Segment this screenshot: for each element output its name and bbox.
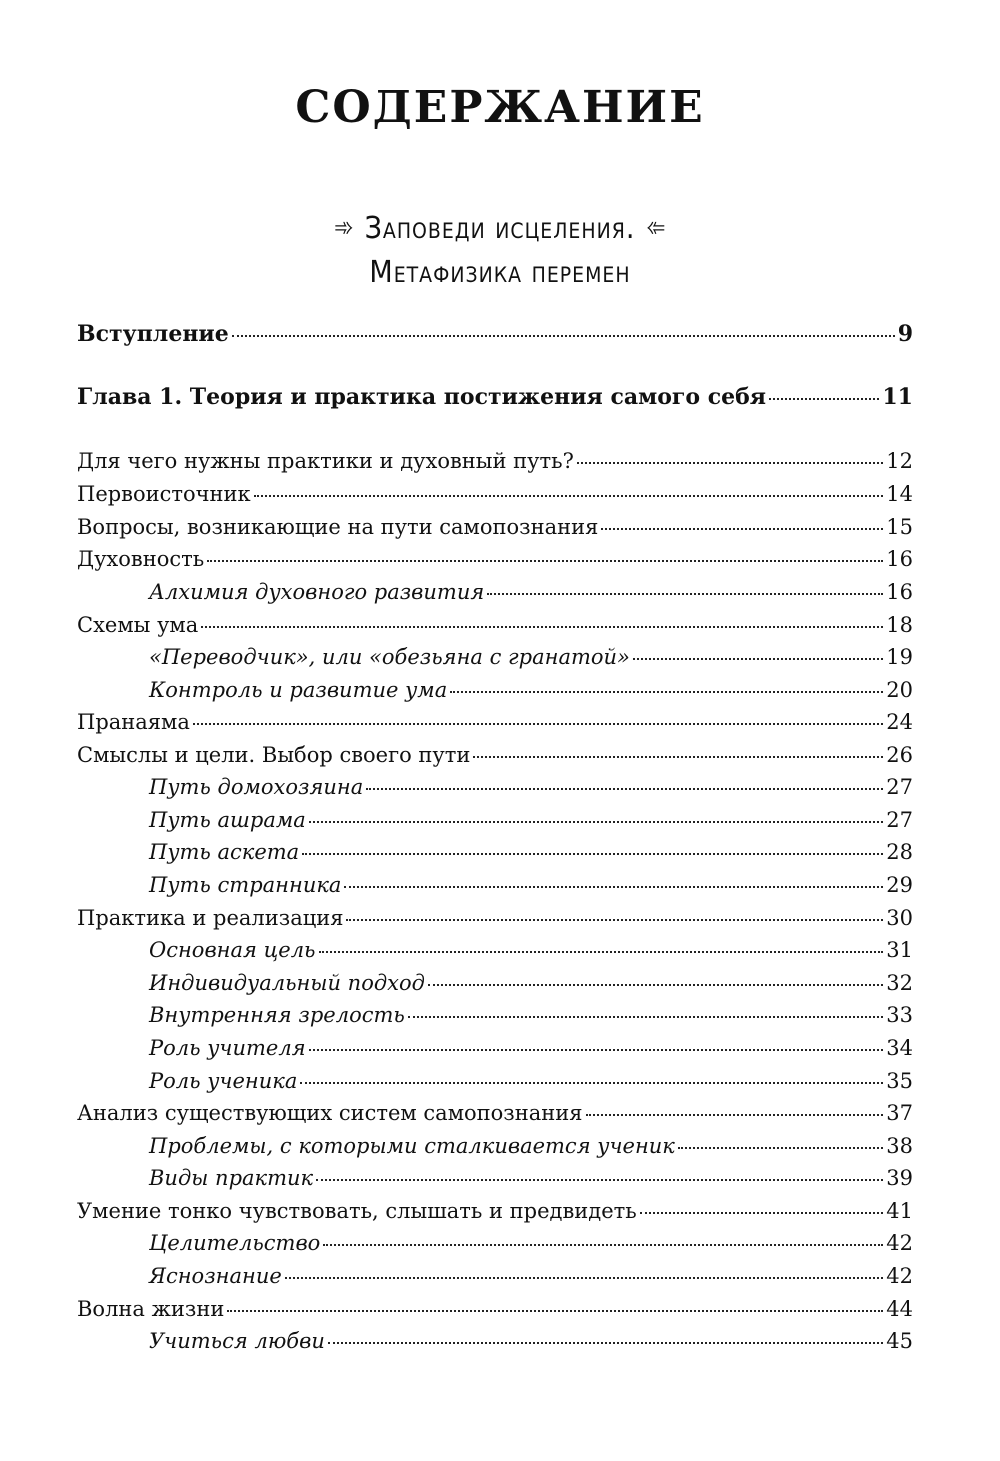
toc-entry[interactable] bbox=[77, 543, 913, 575]
toc-entry-page-number: 26 bbox=[886, 743, 913, 767]
part-heading-line-2: Метафизика перемен bbox=[369, 255, 631, 290]
dot-leader bbox=[309, 1049, 884, 1051]
toc-entry[interactable] bbox=[149, 967, 913, 999]
toc-entry[interactable] bbox=[149, 576, 913, 608]
toc-entry[interactable] bbox=[149, 674, 913, 706]
toc-entry[interactable] bbox=[77, 445, 913, 477]
toc-entry-title: Роль ученика bbox=[149, 1069, 298, 1093]
toc-entry-title: Основная цель bbox=[149, 938, 316, 962]
toc-entry-page-number: 20 bbox=[886, 678, 913, 702]
toc-entry-title: Виды практик bbox=[149, 1166, 314, 1190]
toc-entry[interactable] bbox=[149, 1162, 913, 1194]
toc-entry[interactable] bbox=[149, 771, 913, 803]
toc-entry-page-number: 30 bbox=[886, 906, 913, 930]
toc-entry-page-number: 11 bbox=[882, 384, 913, 410]
dot-leader bbox=[302, 853, 883, 855]
toc-entry-page-number: 34 bbox=[886, 1036, 913, 1060]
dot-leader bbox=[450, 691, 883, 693]
toc-entry[interactable] bbox=[77, 902, 913, 934]
toc-entry[interactable] bbox=[149, 1130, 913, 1162]
toc-entry[interactable] bbox=[77, 1195, 913, 1227]
page-title: СОДЕРЖАНИЕ bbox=[295, 82, 705, 133]
toc-entry[interactable] bbox=[77, 1097, 913, 1129]
toc-entry-title: Яснознание bbox=[149, 1264, 282, 1288]
toc-entry-title: Проблемы, с которыми сталкивается ученик bbox=[149, 1134, 675, 1158]
dot-leader bbox=[285, 1277, 883, 1279]
toc-entry-title: Духовность bbox=[77, 547, 205, 571]
toc-entry-title: Смыслы и цели. Выбор своего пути bbox=[77, 743, 471, 767]
toc-entry[interactable] bbox=[149, 1032, 913, 1064]
toc-entry[interactable] bbox=[149, 804, 913, 836]
toc-entry-title: Первоисточник bbox=[77, 482, 251, 506]
toc-entry-title: Алхимия духовного развития bbox=[149, 580, 485, 604]
toc-entry-page-number: 12 bbox=[886, 449, 913, 473]
dot-leader bbox=[601, 528, 883, 530]
toc-entry[interactable] bbox=[77, 318, 913, 350]
left-ornament-icon: ➾ bbox=[334, 213, 355, 243]
dot-leader bbox=[586, 1114, 884, 1116]
toc-entry-page-number: 38 bbox=[886, 1134, 913, 1158]
dot-leader bbox=[678, 1147, 883, 1149]
toc-entry-title: Практика и реализация bbox=[77, 906, 344, 930]
dot-leader bbox=[640, 1212, 884, 1214]
toc-entry-page-number: 27 bbox=[886, 775, 913, 799]
toc-entry-page-number: 15 bbox=[886, 515, 913, 539]
toc-entry[interactable] bbox=[149, 869, 913, 901]
toc-entry-title: Вопросы, возникающие на пути самопознания bbox=[77, 515, 599, 539]
dot-leader bbox=[227, 1310, 883, 1312]
dot-leader bbox=[316, 1179, 883, 1181]
dot-leader bbox=[408, 1016, 883, 1018]
toc-entry-title: Умение тонко чувствовать, слышать и предвидеть bbox=[77, 1199, 637, 1223]
toc-entry-page-number: 9 bbox=[897, 321, 913, 347]
toc-entry-page-number: 24 bbox=[886, 710, 913, 734]
toc-entry-title: Путь ашрама bbox=[149, 808, 306, 832]
dot-leader bbox=[487, 593, 883, 595]
toc-entry-title: Роль учителя bbox=[149, 1036, 306, 1060]
dot-leader bbox=[428, 984, 883, 986]
toc-entry-page-number: 31 bbox=[886, 938, 913, 962]
toc-entry-page-number: 41 bbox=[886, 1199, 913, 1223]
toc-entry-title: Путь домохозяина bbox=[149, 775, 364, 799]
dot-leader bbox=[207, 560, 883, 562]
toc-entry[interactable] bbox=[149, 1325, 913, 1357]
toc-entry-page-number: 14 bbox=[886, 482, 913, 506]
toc-entry-title: Путь странника bbox=[149, 873, 342, 897]
dot-leader bbox=[193, 723, 883, 725]
toc-entry-page-number: 32 bbox=[886, 971, 913, 995]
dot-leader bbox=[323, 1244, 883, 1246]
toc-entry-page-number: 29 bbox=[886, 873, 913, 897]
toc-entry-title: Целительство bbox=[149, 1231, 321, 1255]
toc-entry[interactable] bbox=[77, 739, 913, 771]
toc-entry-page-number: 33 bbox=[886, 1003, 913, 1027]
toc-entry[interactable] bbox=[77, 706, 913, 738]
toc-entry-title: Вступление bbox=[77, 321, 229, 347]
dot-leader bbox=[309, 821, 883, 823]
toc-entry-page-number: 28 bbox=[886, 840, 913, 864]
toc-entry-title: Путь аскета bbox=[149, 840, 300, 864]
dot-leader bbox=[366, 788, 883, 790]
toc-entry-title: Схемы ума bbox=[77, 613, 199, 637]
toc-entry-title: Учиться любви bbox=[149, 1329, 325, 1353]
toc-entry-title: Контроль и развитие ума bbox=[149, 678, 448, 702]
toc-entry[interactable] bbox=[149, 1227, 913, 1259]
toc-entry[interactable] bbox=[149, 999, 913, 1031]
toc-entry-page-number: 16 bbox=[886, 580, 913, 604]
toc-entry-page-number: 19 bbox=[886, 645, 913, 669]
dot-leader bbox=[328, 1342, 883, 1344]
toc-entry-title: Внутренняя зрелость bbox=[149, 1003, 405, 1027]
dot-leader bbox=[254, 495, 884, 497]
toc-entry-page-number: 37 bbox=[886, 1101, 913, 1125]
toc-entry-title: Анализ существующих систем самопознания bbox=[77, 1101, 583, 1125]
toc-entry-page-number: 16 bbox=[886, 547, 913, 571]
toc-entry-page-number: 44 bbox=[886, 1297, 913, 1321]
toc-entry-title: «Переводчик», или «обезьяна с гранатой» bbox=[149, 645, 630, 669]
toc-entry[interactable] bbox=[149, 1260, 913, 1292]
toc-entry-title: Глава 1. Теория и практика постижения самого себя bbox=[77, 384, 767, 410]
toc-entry[interactable] bbox=[77, 381, 913, 413]
right-ornament-icon: ➾ bbox=[645, 213, 666, 243]
toc-entry[interactable] bbox=[77, 1293, 913, 1325]
toc-entry[interactable] bbox=[77, 511, 913, 543]
toc-entry-page-number: 42 bbox=[886, 1264, 913, 1288]
part-heading bbox=[0, 206, 1000, 295]
toc-entry-page-number: 39 bbox=[886, 1166, 913, 1190]
dot-leader bbox=[769, 398, 879, 400]
toc-entry-page-number: 45 bbox=[886, 1329, 913, 1353]
dot-leader bbox=[346, 919, 883, 921]
dot-leader bbox=[232, 335, 895, 337]
dot-leader bbox=[473, 756, 883, 758]
dot-leader bbox=[577, 462, 883, 464]
dot-leader bbox=[201, 626, 883, 628]
toc-entry[interactable] bbox=[149, 836, 913, 868]
dot-leader bbox=[344, 886, 883, 888]
toc-entry-page-number: 18 bbox=[886, 613, 913, 637]
toc-entry[interactable] bbox=[149, 934, 913, 966]
toc-entry-page-number: 27 bbox=[886, 808, 913, 832]
dot-leader bbox=[300, 1082, 883, 1084]
toc-entry-page-number: 42 bbox=[886, 1231, 913, 1255]
part-heading-text-1: Заповеди исцеления. bbox=[364, 211, 636, 246]
toc-entry[interactable] bbox=[149, 641, 913, 673]
toc-entry[interactable] bbox=[77, 478, 913, 510]
toc-entry-title: Для чего нужны практики и духовный путь? bbox=[77, 449, 574, 473]
toc-entry[interactable] bbox=[149, 1065, 913, 1097]
dot-leader bbox=[633, 658, 883, 660]
part-heading-line-1 bbox=[0, 206, 1000, 251]
dot-leader bbox=[319, 951, 884, 953]
toc-entry-page-number: 35 bbox=[886, 1069, 913, 1093]
toc-entry-title: Индивидуальный подход bbox=[149, 971, 425, 995]
toc-entry[interactable] bbox=[77, 609, 913, 641]
toc-entry-title: Пранаяма bbox=[77, 710, 190, 734]
toc-entry-title: Волна жизни bbox=[77, 1297, 225, 1321]
